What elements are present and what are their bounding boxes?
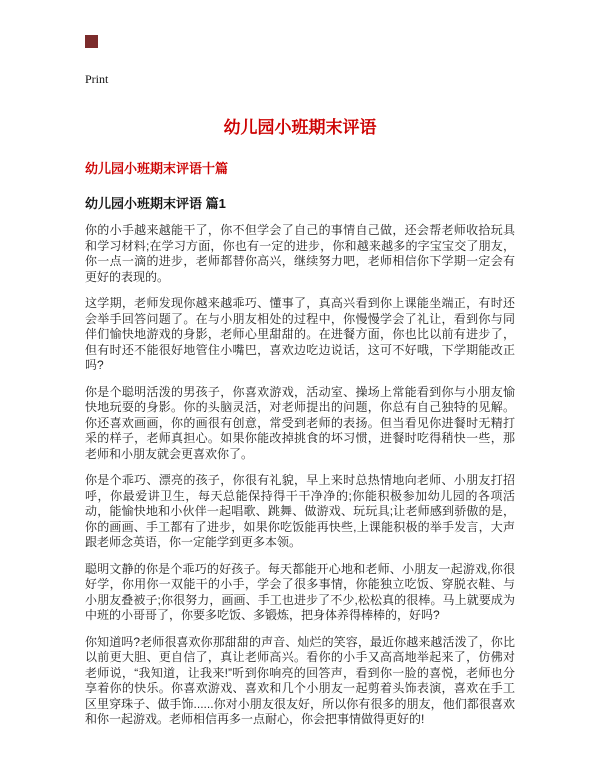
- paragraph-2: 这学期，老师发现你越来越乖巧、懂事了，真高兴看到你上课能坐端正，有时还会举手回答问题了。在与小朋友相处的过程中，你慢慢学会了礼让，看到你与同伴们愉快地游戏的身影，老师心里甜甜的。在进餐方面，你也比以前有进步了，但有时还不能很好地管住小嘴巴，喜欢边吃边说话，这可不好哦，下学期能改正吗?: [85, 296, 515, 372]
- paragraph-4: 你是个乖巧、漂亮的孩子，你很有礼貌，早上来时总热情地向老师、小朋友打招呼，你最爱讲卫生，每天总能保持得干干净净的;你能积极参加幼儿园的各项活动，能愉快地和小伙伴一起唱歌、跳舞、做游戏、玩玩具;让老师感到骄傲的是，你的画画、手工都有了进步，如果你吃饭能再快些,上课能积极的举手发言，大声跟老师念英语，你一定能学到更多本领。: [85, 473, 515, 549]
- print-button[interactable]: Print: [85, 72, 109, 86]
- page-marker-square: [85, 35, 98, 48]
- paragraph-5: 聪明文静的你是个乖巧的好孩子。每天都能开心地和老师、小朋友一起游戏,你很好学，你用你一双能干的小手，学会了很多事情，你能独立吃饭、穿脱衣鞋、与小朋友叠被子;你很努力，画画、手工也进步了不少,松松真的很棒。马上就要成为中班的小哥哥了，你要多吃饭、多锻炼，把身体养得棒棒的，好吗?: [85, 561, 515, 622]
- paragraph-1: 你的小手越来越能干了，你不但学会了自己的事情自己做，还会帮老师收拾玩具和学习材料;在学习方面，你也有一定的进步，你和越来越多的字宝宝交了朋友，你一点一滴的进步，老师都替你高兴，继续努力吧，老师相信你下学期一定会有更好的表现的。: [85, 223, 515, 284]
- section-heading: 幼儿园小班期末评语 篇1: [85, 196, 226, 211]
- paragraph-6: 你知道吗?老师很喜欢你那甜甜的声音、灿烂的笑容，最近你越来越活泼了，你比以前更大胆、更自信了，真让老师高兴。看你的小手又高高地举起来了，仿佛对老师说，“我知道，让我来!”听到你响亮的回答声，看到你一脸的喜悦，老师也分享着你的快乐。你喜欢游戏、喜欢和几个小朋友一起剪着头饰表演，喜欢在手工区里穿珠子、做手饰......你对小朋友很友好，所以你有很多的朋友，他们都很喜欢和你一起游戏。老师相信再多一点耐心，你会把事情做得更好的!: [85, 634, 515, 726]
- document-title: 幼儿园小班期末评语: [223, 118, 377, 137]
- paragraph-3: 你是个聪明活泼的男孩子，你喜欢游戏，活动室、操场上常能看到你与小朋友愉快地玩耍的身影。你的头脑灵活，对老师提出的问题，你总有自己独特的见解。你还喜欢画画，你的画很有创意，常受到老师的表扬。但当看见你进餐时无精打采的样子，老师真担心。如果你能改掉挑食的坏习惯，进餐时吃得稍快一些，那老师和小朋友就会更喜欢你了。: [85, 384, 515, 461]
- document-subtitle: 幼儿园小班期末评语十篇: [85, 161, 229, 176]
